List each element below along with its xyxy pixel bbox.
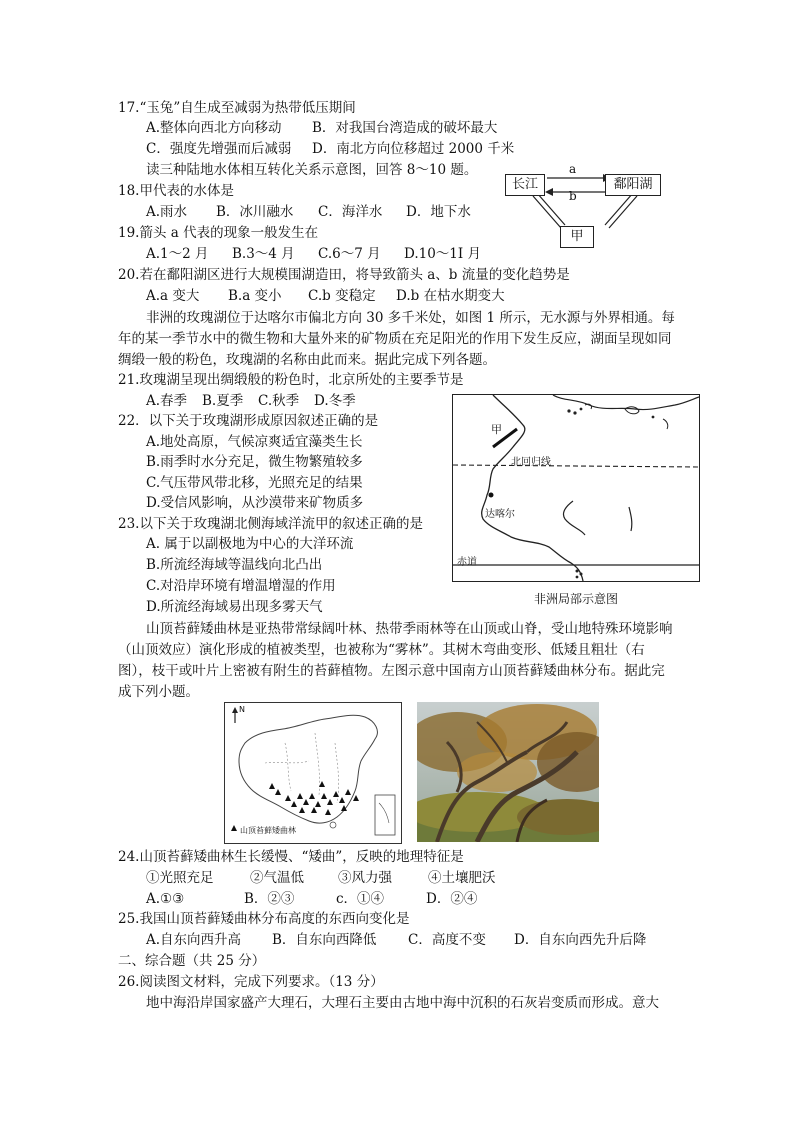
q22-stem: 22．以下关于玫瑰湖形成原因叙述正确的是 — [118, 413, 379, 429]
africa-map-drawing — [453, 395, 699, 581]
q20-stem: 20.若在鄱阳湖区进行大规模围湖造田，将导致箭头 a、b 流量的变化趋势是 — [118, 267, 570, 283]
q20-option-a: A.a 变大 — [146, 288, 200, 304]
label-equator: 赤道 — [457, 557, 477, 568]
q19-stem: 19.箭头 a 代表的现象一般发生在 — [118, 225, 319, 241]
intro-moss-forest: 山顶苔藓矮曲林是亚热带常绿阔叶林、热带季雨林等在山顶或山脊，受山地特殊环境影响（山顶效应）演化形成的植被类型，也被称为“雾林”。其树木弯曲变形、低矮且粗壮（右图），枝干或叶片上密被有附生的苔藓植物。左图示意中国南方山顶苔藓矮曲林分布。据此完成下列小题。 — [118, 621, 673, 700]
q20-option-b: B.a 变小 — [228, 288, 282, 304]
q19-option-a: A.1～2 月 — [146, 246, 209, 262]
china-map-legend: 山顶苔藓矮曲林 — [240, 826, 296, 835]
q23-option-b: B.所流经海域等温线向北凸出 — [146, 557, 323, 573]
q24-items — [146, 869, 496, 887]
africa-map-caption: 非洲局部示意图 — [534, 592, 619, 606]
q24-item-4: ④土壤肥沃 — [428, 870, 496, 886]
q21-option-b: B.夏季 — [202, 393, 244, 409]
china-map-drawing — [225, 703, 401, 843]
q21-option-c: C.秋季 — [258, 393, 300, 409]
q18-option-c: C．海洋水 — [318, 204, 383, 220]
q17-option-c: C．强度先增强而后减弱 — [146, 141, 292, 157]
q25-stem: 25.我国山顶苔藓矮曲林分布高度的东西向变化是 — [118, 911, 410, 927]
moss-forest-photo-drawing — [417, 702, 599, 842]
label-current-jia: 甲 — [491, 423, 502, 436]
q24-option-d: D．②④ — [426, 891, 478, 907]
q26-text: 地中海沿岸国家盛产大理石，大理石主要由古地中海中沉积的石灰岩变质而形成。意大 — [146, 995, 659, 1011]
box-changjiang: 长江 — [505, 174, 545, 196]
arrow-a-label: a — [569, 162, 577, 176]
q24-option-a: A.①③ — [146, 891, 185, 907]
q19-option-c: C.6～7 月 — [318, 246, 381, 262]
moss-forest-photo — [417, 702, 599, 842]
intro-rose-lake: 非洲的玫瑰湖位于达喀尔市偏北方向 30 多千米处，如图 1 所示，无水源与外界相通。每年的某一季节水中的微生物和大量外来的矿物质在充足阳光的作用下发生反应，湖面呈现如同绸缎一般的粉色，玫瑰湖的名称由此而来。据此完成下列各题。 — [118, 310, 675, 368]
q21-option-d: D.冬季 — [314, 393, 356, 409]
q24-item-2: ②气温低 — [250, 870, 304, 886]
q24-item-1: ①光照充足 — [146, 870, 214, 886]
q23-option-c: C.对沿岸环境有增温增湿的作用 — [146, 578, 336, 594]
q22-option-c: C.气压带风带北移，光照充足的结果 — [146, 475, 363, 491]
q23-stem: 23.以下关于玫瑰湖北侧海域洋流甲的叙述正确的是 — [118, 516, 423, 532]
q21-option-a: A.春季 — [146, 393, 188, 409]
q25-option-c: C．高度不变 — [408, 932, 486, 948]
q18-option-b: B．冰川融水 — [216, 204, 294, 220]
q22-option-b: B.雨季时水分充足，微生物繁殖较多 — [146, 454, 363, 470]
q19-option-b: B.3～4 月 — [232, 246, 295, 262]
africa-map — [452, 394, 700, 582]
box-jia: 甲 — [560, 226, 594, 248]
q19-options — [146, 245, 481, 263]
q25-option-a: A.自东向西升高 — [146, 932, 242, 948]
q18-stem: 18.甲代表的水体是 — [118, 183, 234, 199]
q25-options — [146, 931, 646, 949]
q23-option-a: A. 属于以副极地为中心的大洋环流 — [146, 536, 354, 552]
q24-option-c: c．①④ — [336, 891, 385, 907]
q17-option-b: B．对我国台湾造成的破坏最大 — [312, 120, 498, 136]
q25-option-d: D．自东向西先升后降 — [514, 932, 647, 948]
q17-stem: 17.“玉兔”自生成至减弱为热带低压期间 — [118, 100, 356, 116]
q24-item-3: ③风力强 — [338, 870, 392, 886]
q18-option-a: A.雨水 — [146, 204, 188, 220]
q23-option-d: D.所流经海域易出现多雾天气 — [146, 599, 323, 615]
q20-options — [146, 287, 505, 305]
q25-option-b: B．自东向西降低 — [272, 932, 377, 948]
q19-option-d: D.10～1I 月 — [404, 246, 482, 262]
water-cycle-diagram — [505, 162, 685, 252]
q24-options — [146, 890, 477, 908]
moss-forest-markers — [269, 781, 359, 815]
q18-options — [146, 203, 471, 221]
box-poyang-lake: 鄱阳湖 — [605, 174, 661, 196]
q26-stem: 26.阅读图文材料，完成下列要求。（13 分） — [118, 974, 384, 990]
q17-option-a: A.整体向西北方向移动 — [146, 120, 282, 136]
china-map — [224, 702, 402, 844]
intro-8-10: 读三种陆地水体相互转化关系示意图，回答 8～10 题。 — [146, 162, 478, 178]
q21-stem: 21.玫瑰湖呈现出绸缎般的粉色时，北京所处的主要季节是 — [118, 372, 464, 388]
label-dakar: 达喀尔 — [485, 509, 515, 520]
arrow-b-label: b — [569, 189, 577, 203]
q20-option-c: C.b 变稳定 — [308, 288, 376, 304]
q21-options — [146, 392, 356, 410]
q17-option-d: D．南北方向位移超过 2000 千米 — [312, 141, 515, 157]
q22-option-d: D.受信风影响，从沙漠带来矿物质多 — [146, 495, 364, 511]
q24-option-b: B．②③ — [244, 891, 295, 907]
section-2-heading: 二、综合题（共 25 分） — [118, 953, 266, 969]
q24-stem: 24.山顶苔藓矮曲林生长缓慢、“矮曲”，反映的地理特征是 — [118, 849, 464, 865]
label-tropic-of-cancer: 北回归线 — [511, 457, 551, 468]
q22-option-a: A.地处高原，气候凉爽适宜藻类生长 — [146, 434, 363, 450]
q18-option-d: D．地下水 — [406, 204, 471, 220]
q20-option-d: D.b 在枯水期变大 — [396, 288, 505, 304]
north-label: N — [239, 705, 245, 714]
